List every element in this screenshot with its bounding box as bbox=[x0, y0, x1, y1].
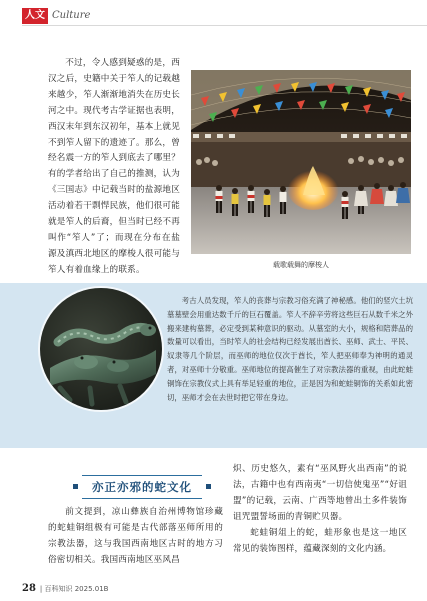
page-footer bbox=[22, 583, 108, 595]
article-paragraph-2: 前文提到，凉山彝族自治州博物馆珍藏的蛇蛙铜组极有可能是古代部落巫师所用的宗教法器，这与我国西南地区古时的地方习俗密切相关。我国西南地区巫风昌 bbox=[48, 507, 223, 565]
article-paragraph-1: 不过，令人感到疑惑的是，西汉之后，史籍中关于笮人的记载越来越少，笮人渐渐地消失在历史长河之中。现代考古学证据也表明，西汉末年到东汉初年，基本上就见不到笮人留下的遗迹了。那么，曾经名震一方的笮人到底去了哪里？有的学者给出了自己的推测，认为《三国志》中记载当时的盐源地区活动着若干剽悍民族，他们很可能就是笮人的后裔，但当时已经不再叫作“笮人”了；而现在分布在盐源及滇西北地区的摩梭人很可能与笮人有着血缘上的联系。 bbox=[48, 58, 180, 275]
article-paragraph-3-continued: 炽、历史悠久，素有“巫风野火出西南”的说法，古籍中也有西南夷“一切信使鬼巫”“好诅盟”的记载，云南、广西等地曾出土多件装饰诅咒盟誓场面的青铜贮贝器。 bbox=[233, 464, 407, 522]
section-heading: 亦正亦邪的蛇文化 bbox=[82, 475, 202, 499]
photo-caption: 载歌载舞的摩梭人 bbox=[273, 261, 329, 269]
info-box-text: 考古人员发现，笮人的丧葬与宗教习俗充满了神秘感。他们的竖穴土坑墓墓壁会用重达数千斤的巨石覆盖。笮人不辞辛劳将这些巨石从数千米之外搬来建构墓葬，必定受到某种意识的驱动。从墓室的大小，规格和陪葬品的数量可以看出，当时笮人的社会结构已经发展出酋长、巫师、武士、平民、奴隶等几个阶层，而巫师的地位仅次于酋长，笮人把巫师奉为神明的通灵者，对巫师十分敬重。巫师地位的提高催生了对宗教法器的重视，由此蛇蛙铜饰在宗教仪式上具有举足轻重的地位，正是因为和蛇蛙铜饰的关系如此密切，巫师才会在去世时把它带在身边。 bbox=[167, 296, 413, 402]
section-subtitle: Culture bbox=[52, 10, 91, 21]
article-paragraph-4: 蛇蛙铜俎上的蛇，蛙形象也是这一地区常见的装饰图样，蕴藏深刻的文化内涵。 bbox=[233, 528, 407, 554]
page-number: 28 bbox=[22, 583, 36, 594]
header-divider bbox=[22, 25, 427, 26]
dance-photo bbox=[191, 70, 411, 254]
publication-info: | 百科知识 2025.01B bbox=[39, 585, 109, 593]
section-tag: 人文 bbox=[22, 8, 48, 24]
snake-frog-bronze-image bbox=[38, 286, 164, 412]
